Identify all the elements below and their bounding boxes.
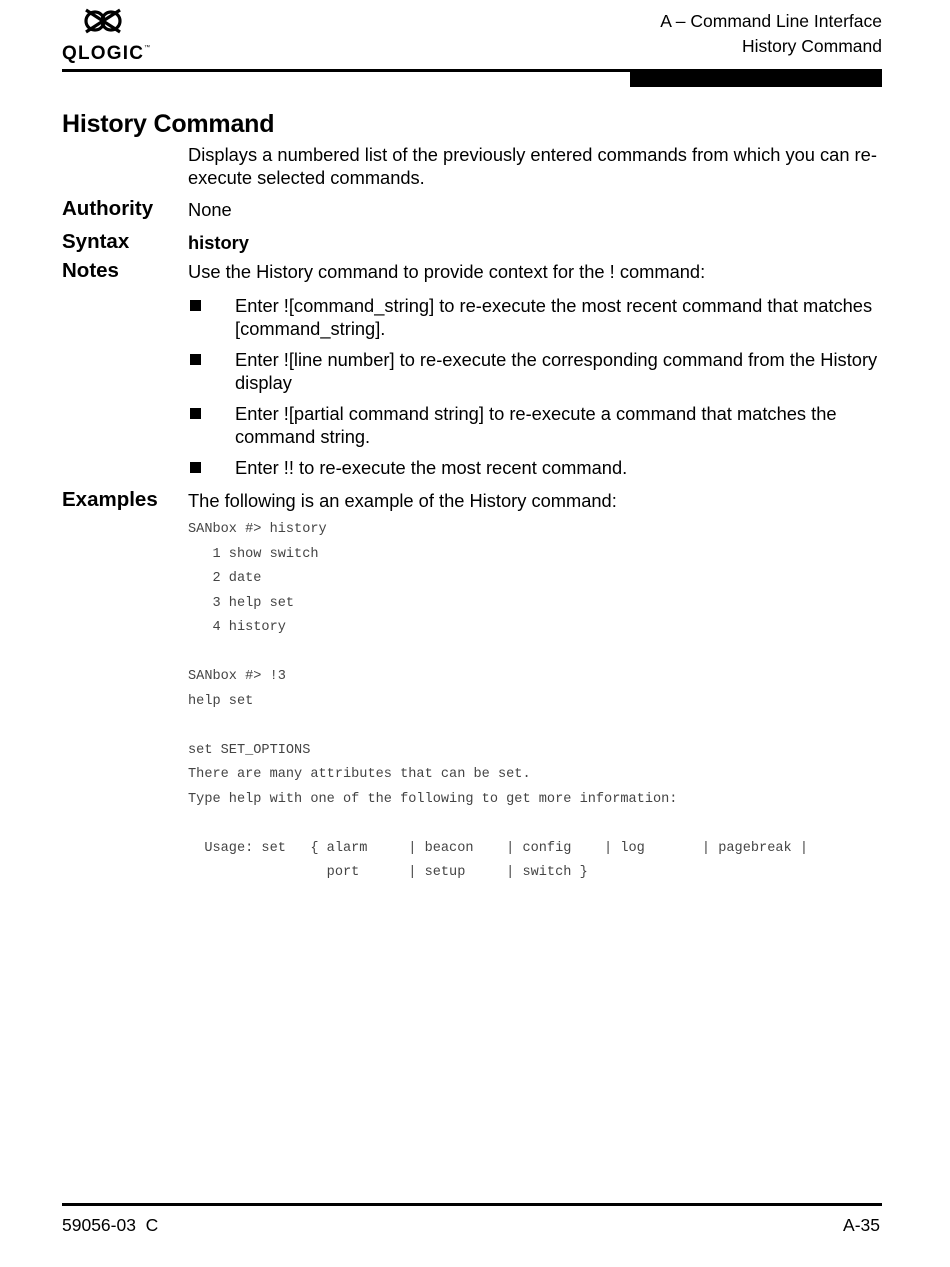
footer-rule — [62, 1203, 882, 1206]
qlogic-emblem-icon — [82, 6, 124, 36]
notes-label: Notes — [62, 259, 119, 282]
code-example: SANbox #> history 1 show switch 2 date 3 help set 4 history SANbox #> !3 help set set SET_OPTIONS There are many attributes that can be set. Type help with one of the following to get more information: Usage: set { alarm | beacon | config | log | pagebreak | port | setup | switch } — [188, 522, 808, 880]
list-item-text: Enter ![command_string] to re-execute the most recent command that matches [command_string]. — [235, 295, 873, 339]
bullet-square-icon — [190, 408, 201, 419]
list-item-text: Enter ![line number] to re-execute the corresponding command from the History display — [235, 349, 878, 393]
syntax-value: history — [188, 232, 249, 253]
authority-label: Authority — [62, 197, 154, 220]
page-title: History Command — [62, 110, 275, 138]
list-item-text: Enter !! to re-execute the most recent command. — [235, 457, 628, 478]
syntax-label: Syntax — [62, 230, 130, 253]
authority-value: None — [188, 199, 232, 220]
bullet-square-icon — [190, 300, 201, 311]
header-bar — [630, 72, 882, 87]
qlogic-logo — [62, 6, 152, 64]
bullet-square-icon — [190, 354, 201, 365]
running-header — [660, 9, 882, 59]
description-text: Displays a numbered list of the previously entered commands from which you can re-execute selected commands. — [188, 144, 877, 188]
notes-intro: Use the History command to provide context for the ! command: — [188, 261, 706, 282]
footer-page-number: A-35 — [843, 1215, 880, 1235]
logo-wordmark: QLOGIC™ — [62, 43, 151, 64]
header-section: History Command — [741, 36, 882, 56]
bullet-square-icon — [190, 462, 201, 473]
examples-label: Examples — [62, 488, 158, 511]
header-chapter: A – Command Line Interface — [660, 11, 882, 31]
footer-doc-number: 59056-03 C — [62, 1215, 159, 1235]
list-item-text: Enter ![partial command string] to re-execute a command that matches the command string. — [235, 403, 837, 447]
examples-intro: The following is an example of the History command: — [188, 490, 617, 511]
